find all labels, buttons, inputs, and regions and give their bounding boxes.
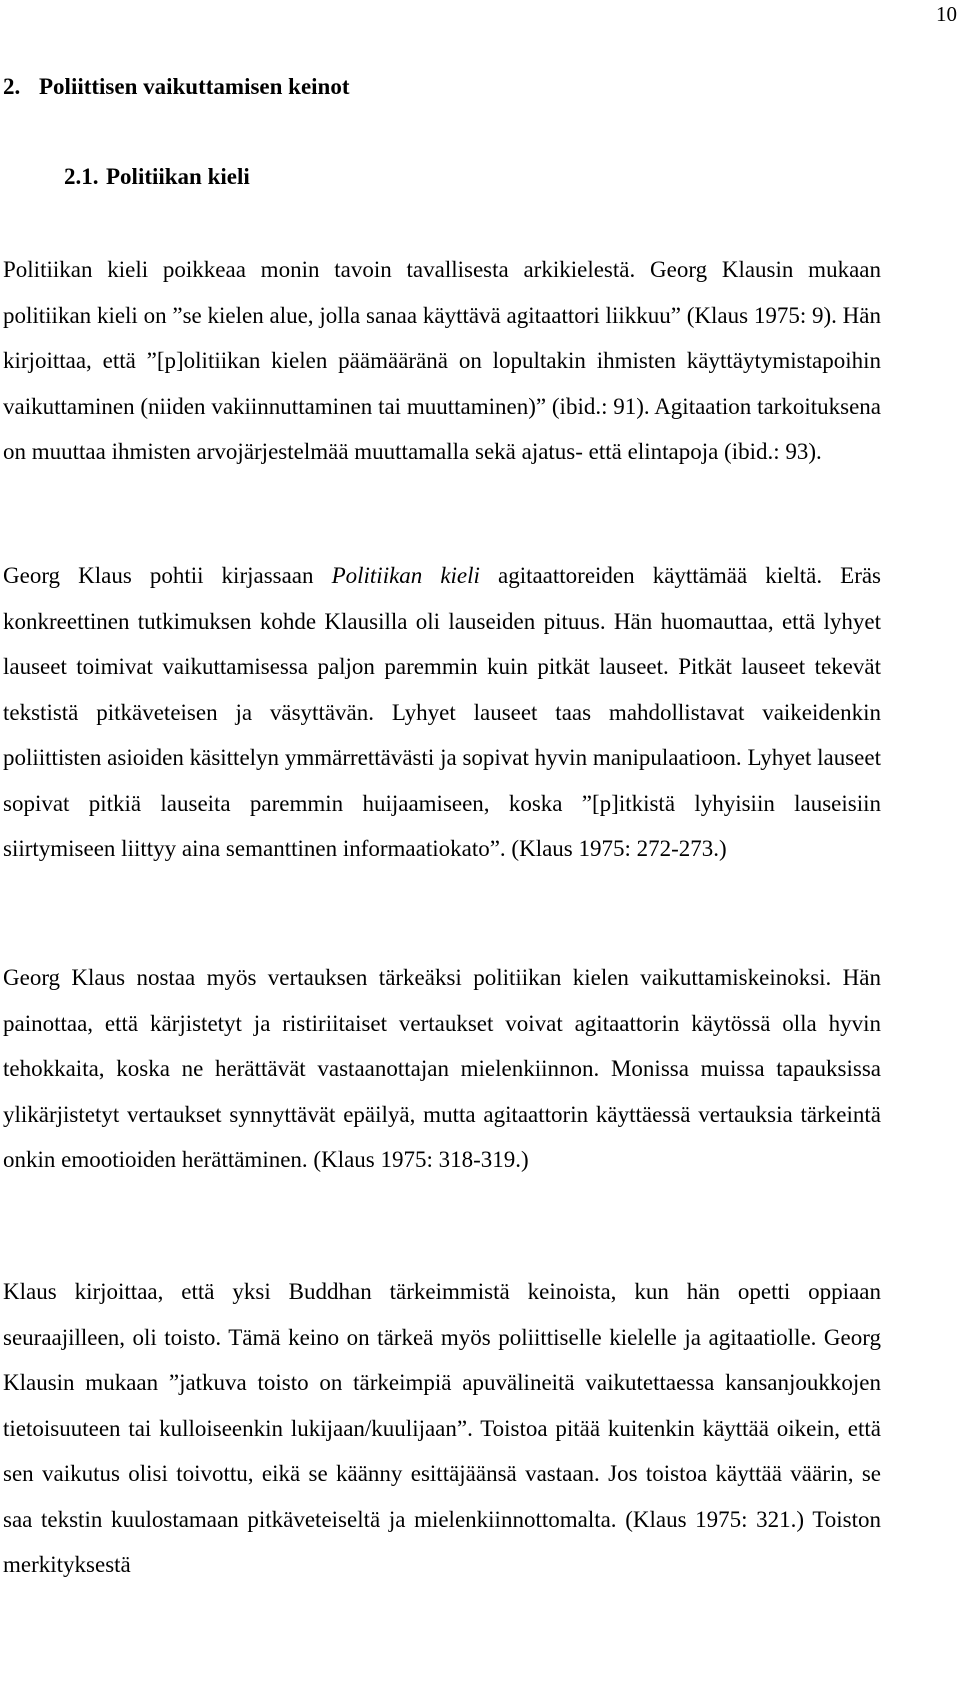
section-heading — [3, 74, 350, 100]
paragraph-3: Georg Klaus nostaa myös vertauksen tärkeäksi politiikan kielen vaikuttamiskeinoksi. Hän painottaa, että kärjistetyt ja ristiriitaiset vertaukset voivat agitaattorin käytössä olla hyvin tehokkaita, koska ne herättävät vastaanottajan mielenkiinnon. Monissa muissa tapauksissa ylikärjistetyt vertaukset synnyttävät epäilyä, mutta agitaattorin käyttäessä vertauksia tärkeintä onkin emootioiden herättäminen. (Klaus 1975: 318-319.) — [3, 965, 881, 1172]
section-title: Poliittisen vaikuttamisen keinot — [39, 74, 350, 99]
page-number: 10 — [936, 2, 957, 26]
paragraph-2-text-after: agitaattoreiden käyttämää kieltä. Eräs konkreettinen tutkimuksen kohde Klausilla oli lauseiden pituus. Hän huomauttaa, että lyhyet lauseet toimivat vaikuttamisessa paljon paremmin kuin pitkät lauseet. Pitkät lauseet tekevät tekstistä pitkäveteisen ja väsyttävän. Lyhyet lauseet taas mahdollistavat vaikeidenkin poliittisten asioiden käsittelyn ymmärrettävästi ja sopivat hyvin manipulaatioon. Lyhyet lauseet sopivat pitkiä lauseita paremmin huijaamiseen, koska ”[p]itkistä lyhyisiin lauseisiin siirtymiseen liittyy aina semanttinen informaatiokato”. (Klaus 1975: 272-273.) — [3, 563, 882, 861]
section-number: 2. — [3, 74, 21, 99]
book-title: Politiikan kieli — [331, 563, 480, 588]
paragraph-2-text-before: Georg Klaus pohtii kirjassaan — [3, 563, 332, 588]
paragraph-2 — [3, 553, 881, 872]
subsection-title: Politiikan kieli — [106, 164, 250, 189]
subsection-number: 2.1. — [64, 164, 99, 189]
paragraph-1: Politiikan kieli poikkeaa monin tavoin tavallisesta arkikielestä. Georg Klausin mukaan politiikan kieli on ”se kielen alue, jolla sanaa käyttävä agitaattori liikkuu” (Klaus 1975: 9). Hän kirjoittaa, että ”[p]olitiikan kielen päämääränä on lopultakin ihmisten käyttäytymistapoihin vaikuttaminen (niiden vakiinnuttaminen tai muuttaminen)” (ibid.: 91). Agitaation tarkoituksena on muuttaa ihmisten arvojärjestelmää muuttamalla sekä ajatus- että elintapoja (ibid.: 93). — [3, 257, 881, 464]
subsection-heading — [64, 164, 250, 190]
paragraph-4: Klaus kirjoittaa, että yksi Buddhan tärkeimmistä keinoista, kun hän opetti oppiaan seuraajilleen, oli toisto. Tämä keino on tärkeä myös poliittiselle kielelle ja agitaatiolle. Georg Klausin mukaan ”jatkuva toisto on tärkeimpiä apuvälineitä vaikutettaessa kansanjoukkojen tietoisuuteen tai kulloiseenkin lukijaan/kuulijaan”. Toistoa pitää kuitenkin käyttää oikein, että sen vaikutus olisi toivottu, eikä se käänny esittäjäänsä vastaan. Jos toistoa käyttää väärin, se saa tekstin kuulostamaan pitkäveteiseltä ja mielenkiinnottomalta. (Klaus 1975: 321.) Toiston merkityksestä — [3, 1279, 881, 1577]
